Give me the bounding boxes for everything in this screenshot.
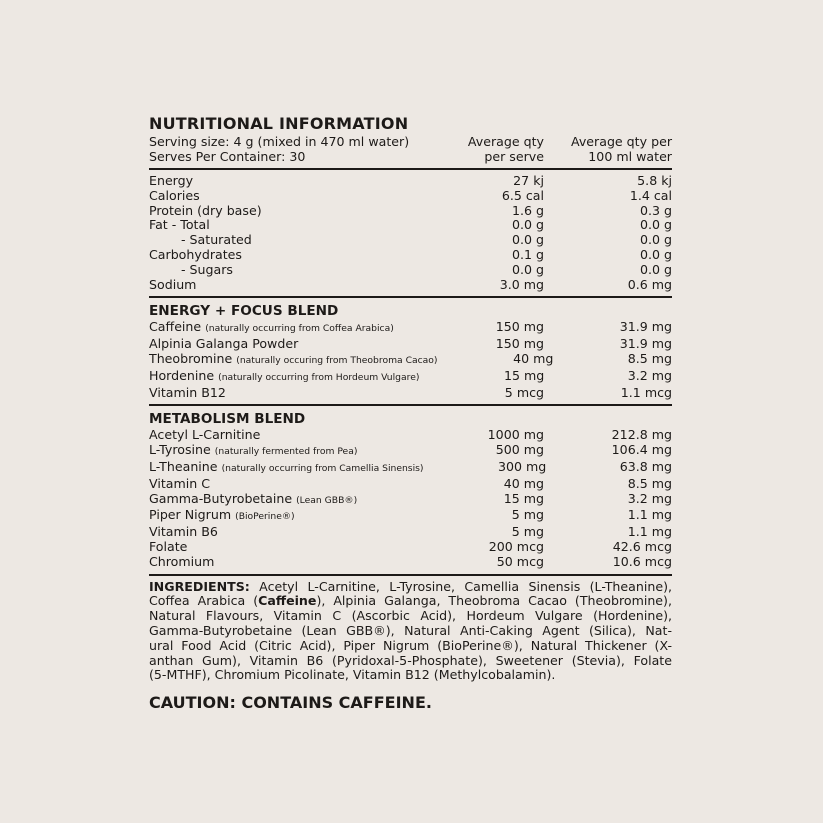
nutrient-note: (naturally fermented from Pea) [214,446,358,458]
table-row [149,320,672,337]
per-serve-value: 200 mcg [488,538,544,554]
per-serve-value: 0.0 g [511,261,544,277]
per-serve-value: 15 mg [503,367,545,383]
divider [149,404,672,406]
table-row [149,540,672,555]
ingredients-text-segment: (5-MTHF), Chromium Picolinate, Vitamin B12 (Methylcobalamin). [149,667,556,683]
panel-title: NUTRITIONAL INFORMATION [149,114,409,133]
per-serve-value: 5 mcg [504,384,544,400]
ingredients-line [149,580,672,595]
ingredients-line [149,654,672,669]
per-100ml-value: 31.9 mg [619,336,672,352]
nutrition-rows [149,174,672,292]
caution-text: CAUTION: CONTAINS CAFFEINE. [149,693,432,713]
ingredients-bold-segment: INGREDIENTS: [149,578,250,594]
table-row [149,492,672,509]
per-serve-value: 1.6 g [511,202,544,218]
metabolism-blend-title: METABOLISM BLEND [149,411,306,428]
nutrient-name: Caffeine [149,319,202,335]
nutrient-name: Fat - Total [149,217,210,233]
divider [149,574,672,576]
per-serve-value: 0.1 g [511,246,544,262]
table-row [149,189,672,204]
table-row [149,369,672,386]
per-100ml-value: 0.6 mg [627,276,672,292]
per-100ml-value: 42.6 mcg [612,538,672,554]
table-row [149,337,672,352]
ingredients-text-segment: Coffea Arabica ( [149,593,259,609]
divider [149,296,672,298]
divider [149,168,672,170]
nutrient-name: Calories [149,187,200,203]
metabolism-blend-rows [149,428,672,569]
nutrient-name: Chromium [149,553,215,569]
per-100ml-value: 10.6 mcg [612,553,672,569]
per-serve-value: 150 mg [495,336,544,352]
nutrient-cell [149,386,419,401]
col1-header: Average qty [467,134,544,149]
nutrient-cell [149,233,419,248]
nutrient-name: Alpinia Galanga Powder [149,336,299,352]
nutrient-name: Vitamin B6 [149,524,218,540]
per-100ml-value: 1.4 cal [629,187,672,203]
nutrient-cell [149,278,419,293]
nutrient-name: Piper Nigrum [149,507,232,523]
nutrient-cell [149,263,419,278]
nutrient-name: Theobromine [149,350,233,366]
nutrient-cell [149,320,419,337]
nutrient-name: Hordenine [149,367,215,383]
per-serve-value: 0.0 g [511,232,544,248]
nutrient-note: (naturally occurring from Coffea Arabica) [205,323,394,335]
table-row [149,508,672,525]
nutrient-name: Acetyl L-Carnitine [149,427,261,443]
per-100ml-value: 3.2 mg [627,367,672,383]
nutrient-cell [149,508,419,525]
ingredients-text-segment: ural Food Acid (Citric Acid), Piper Nigrum (BioPerine®), Natural Thickener (X- [149,637,672,653]
ingredients-line [149,668,672,683]
per-100ml-value: 3.2 mg [627,490,672,506]
table-row [149,204,672,219]
ingredients-text-segment: Acetyl L-Carnitine, L-Tyrosine, Camellia Sinensis (L-Theanine), [249,578,672,594]
table-row [149,263,672,278]
ingredients-line [149,639,672,654]
per-100ml-value: 1.1 mcg [620,384,672,400]
per-serve-value: 0.0 g [511,217,544,233]
col2-header: 100 ml water [588,149,672,164]
nutrient-cell [149,525,419,540]
per-serve-value: 150 mg [495,319,544,335]
per-100ml-value: 0.0 g [639,217,672,233]
per-serve-value: 40 mg [503,475,544,491]
per-100ml-value: 0.0 g [639,246,672,262]
ingredients-bold-segment: Caffeine [258,593,317,609]
nutrient-cell [149,248,419,263]
nutrient-name: Folate [149,538,188,554]
per-serve-value: 50 mcg [496,553,544,569]
per-100ml-value: 5.8 kj [637,173,672,188]
per-100ml-value: 31.9 mg [619,319,672,335]
ingredients-text-segment: Gamma-Butyrobetaine (Lean GBB®), Natural Anti-Caking Agent (Silica), Nat- [149,622,672,638]
per-serve-value: 500 mg [495,442,544,458]
table-row [149,248,672,263]
nutrient-cell [149,555,419,570]
per-100ml-value: 0.0 g [639,232,672,248]
nutrient-name: - Sugars [181,261,233,277]
nutrient-cell [149,174,419,189]
ingredients-text-segment: Natural Flavours, Vitamin C (Ascorbic Acid), Hordeum Vulgare (Hordenine), [149,608,672,624]
nutrient-note: (naturally occuring from Theobroma Cacao) [236,354,438,366]
per-serve-value: 3.0 mg [499,276,544,292]
nutrient-name: - Saturated [181,232,252,248]
nutrient-cell [149,337,419,352]
nutrient-note: (BioPerine®) [235,511,295,523]
nutrient-name: Vitamin B12 [149,384,226,400]
table-row [149,555,672,570]
per-serve-value: 5 mg [511,507,544,523]
per-100ml-value: 8.5 mg [627,350,672,366]
nutrient-cell [149,189,419,204]
per-100ml-value: 0.3 g [639,202,672,218]
nutrition-panel [149,114,672,713]
ingredients-line [149,609,672,624]
per-serve-value: 40 mg [513,350,554,366]
nutrient-note: (naturally occurring from Camellia Sinensis) [221,462,424,474]
per-serve-value: 1000 mg [487,427,544,443]
nutrient-cell [149,477,419,492]
nutrient-cell [149,218,419,233]
serving-size: Serving size: 4 g (mixed in 470 ml water) [149,134,410,149]
ingredients-text [149,580,672,684]
table-row [149,428,672,443]
col2-header: Average qty per [570,134,672,149]
per-serve-value: 15 mg [503,490,544,506]
energy-blend-title: ENERGY + FOCUS BLEND [149,303,339,320]
nutrient-name: Vitamin C [149,475,211,491]
table-row [149,525,672,540]
nutrient-cell [149,204,419,219]
table-row [149,460,672,477]
col1-header: per serve [484,149,544,164]
ingredients-line [149,594,672,609]
per-100ml-value: 1.1 mg [627,524,672,540]
nutrient-cell [149,428,419,443]
per-100ml-value: 8.5 mg [627,475,672,491]
table-header [149,134,672,164]
ingredients-line [149,624,672,639]
table-row [149,233,672,248]
serves-per-container: Serves Per Container: 30 [149,149,306,164]
ingredients-text-segment: anthan Gum), Vitamin B6 (Pyridoxal-5-Phosphate), Sweetener (Stevia), Folate [149,652,672,668]
per-serve-value: 5 mg [511,524,544,540]
per-100ml-value: 1.1 mg [627,507,672,523]
ingredients-text-segment: ), Alpinia Galanga, Theobroma Cacao (Theobromine), [316,593,672,609]
nutrient-cell [149,460,424,477]
per-100ml-value: 212.8 mg [611,427,672,443]
nutrient-name: L-Theanine [149,458,218,474]
nutrient-name: Protein (dry base) [149,202,262,218]
per-serve-value: 27 kj [513,173,544,188]
table-row [149,477,672,492]
nutrient-name: Gamma-Butyrobetaine [149,490,293,506]
per-100ml-value: 63.8 mg [619,458,672,474]
nutrient-note: (Lean GBB®) [296,494,358,506]
per-100ml-value: 0.0 g [639,261,672,277]
nutrient-name: Carbohydrates [149,246,242,262]
table-row [149,386,672,401]
nutrient-cell [149,443,419,460]
nutrient-cell [149,369,419,386]
table-row [149,278,672,293]
nutrient-cell [149,492,419,509]
nutrient-name: L-Tyrosine [149,442,211,458]
table-row [149,218,672,233]
per-100ml-value: 106.4 mg [611,442,672,458]
nutrient-name: Energy [149,173,194,188]
nutrient-name: Sodium [149,276,197,292]
per-serve-value: 300 mg [497,458,547,474]
nutrient-cell [149,352,438,369]
nutrient-cell [149,540,419,555]
table-row [149,174,672,189]
table-row [149,352,672,369]
nutrient-note: (naturally occurring from Hordeum Vulgare) [218,371,420,383]
table-row [149,443,672,460]
energy-blend-rows [149,320,672,400]
per-serve-value: 6.5 cal [501,187,544,203]
